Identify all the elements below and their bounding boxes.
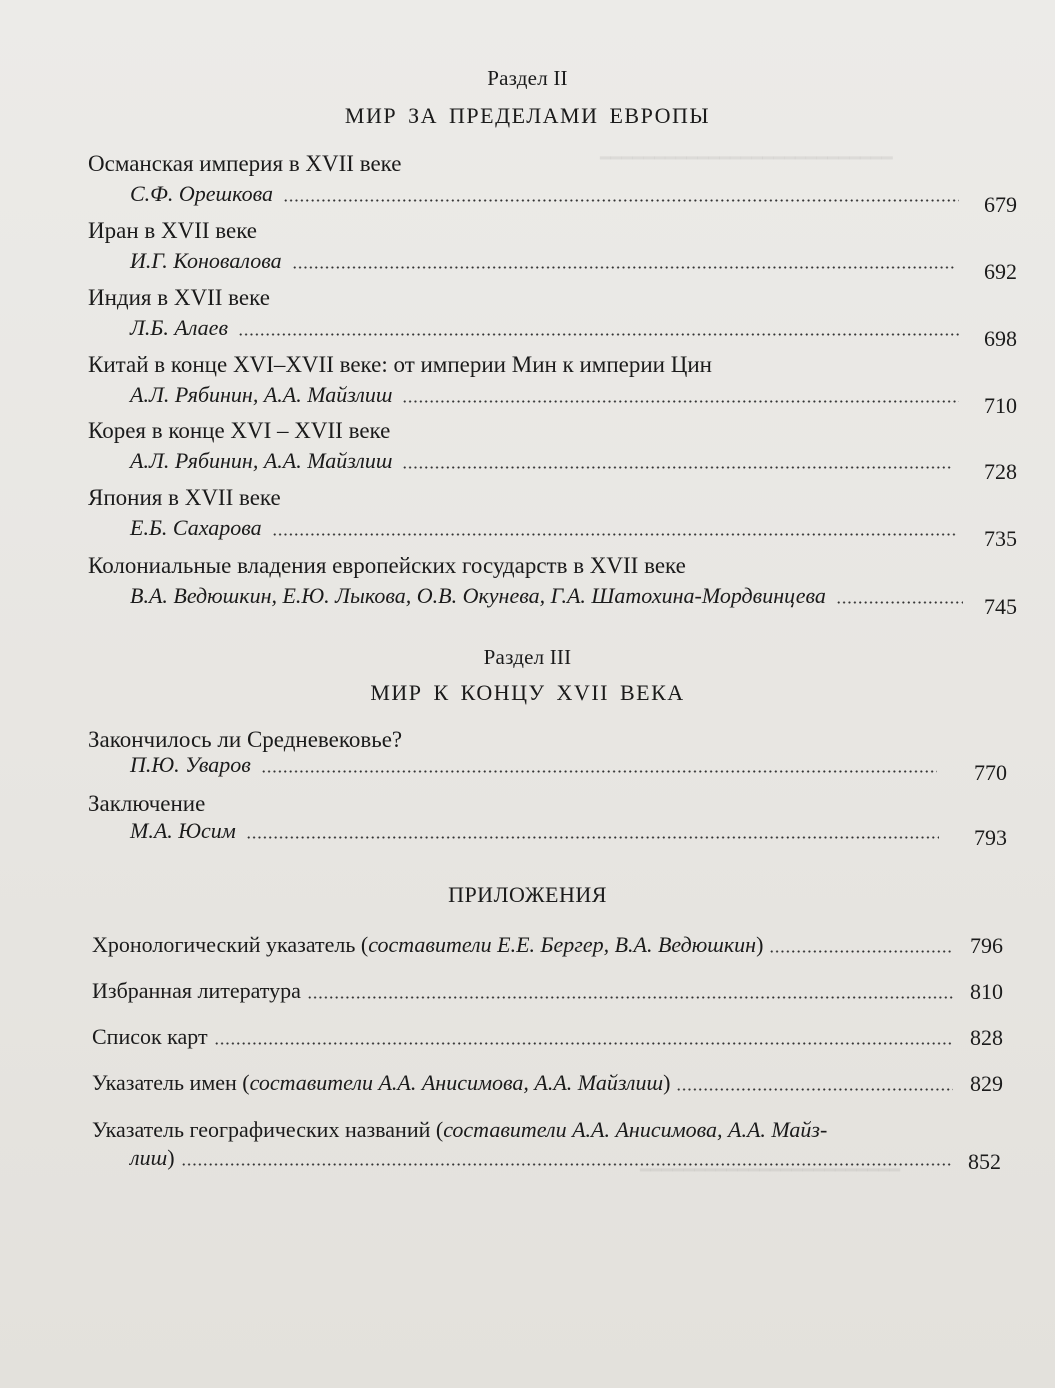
section-3-label: Раздел III — [483, 645, 572, 669]
leader-dots — [181, 1163, 951, 1166]
toc-entry-author-row — [130, 515, 1017, 551]
bleed-through: ━━━━━━━━━━━━━━━━━━━━━━━━━━━ — [600, 148, 893, 168]
leader-dots — [292, 266, 955, 269]
appendix-entry-page[interactable]: 829 — [970, 1071, 1003, 1096]
toc-entry-author: В.А. Ведюшкин, Е.Ю. Лыкова, О.В. Окунева, Г.А. Шатохина-Мордвинцева — [130, 583, 826, 608]
toc-entry-title[interactable]: Иран в XVII веке — [88, 218, 258, 243]
toc-entry-page[interactable]: 710 — [984, 393, 1017, 418]
leader-dots — [769, 950, 953, 953]
appendix-entry-text — [130, 1145, 175, 1171]
toc-entry-title[interactable]: Китай в конце XVI–XVII веке: от империи Мин к империи Цин — [88, 352, 712, 377]
leader-dots — [272, 533, 957, 536]
appendix-entry-label: Указатель географических названий ( — [92, 1117, 444, 1142]
toc-entry-page[interactable]: 698 — [984, 326, 1017, 351]
appendix-entry-compilers: составители Е.Е. Бергер, В.А. Ведюшкин — [368, 932, 757, 957]
leader-dots — [283, 199, 959, 202]
toc-entry-author-row — [130, 315, 1017, 351]
appendix-entry-label: Указатель имен ( — [92, 1070, 250, 1095]
leader-dots — [238, 333, 959, 336]
toc-entry-page[interactable]: 679 — [984, 192, 1017, 217]
toc-entry-title[interactable]: Япония в XVII веке — [88, 485, 281, 510]
leader-dots — [402, 466, 951, 469]
section-2-label: Раздел II — [487, 66, 568, 90]
appendix-entry-label: Хронологический указатель ( — [92, 932, 369, 957]
toc-entry-page[interactable]: 745 — [984, 594, 1017, 619]
leader-dots — [214, 1042, 953, 1045]
leader-dots — [836, 601, 963, 604]
toc-entry-title[interactable]: Колониальные владения европейских государств в XVII веке — [88, 553, 686, 578]
appendix-entry-closing: ) — [167, 1145, 175, 1170]
toc-entry-title[interactable]: Закончилось ли Средневековье? — [88, 727, 403, 752]
toc-entry-author-row — [130, 818, 1017, 848]
toc-entry-author-row — [130, 583, 1017, 619]
section-3-title: МИР К КОНЦУ XVII ВЕКА — [370, 680, 685, 705]
appendix-entry[interactable] — [92, 1070, 1015, 1100]
toc-entry-author: А.Л. Рябинин, А.А. Майзлиш — [130, 382, 393, 407]
appendix-entry-closing: ) — [663, 1070, 671, 1095]
section-2-title: МИР ЗА ПРЕДЕЛАМИ ЕВРОПЫ — [344, 103, 711, 128]
appendix-entry-label: Избранная литература — [92, 978, 301, 1003]
appendix-entry-compilers: составители А.А. Анисимова, А.А. Майзлиш — [249, 1070, 664, 1095]
toc-entry-author: И.Г. Коновалова — [130, 248, 282, 273]
toc-entry-page[interactable]: 793 — [974, 825, 1007, 850]
toc-entry-page[interactable]: 728 — [984, 459, 1017, 484]
toc-entry-author: Л.Б. Алаев — [130, 315, 228, 340]
leader-dots — [261, 770, 937, 773]
appendix-entry-page[interactable]: 796 — [970, 933, 1003, 958]
leader-dots — [676, 1088, 953, 1091]
toc-entry-author: С.Ф. Орешкова — [130, 181, 273, 206]
appendix-entry-compilers: составители А.А. Анисимова, А.А. Майз- — [443, 1117, 828, 1142]
toc-entry-page[interactable]: 770 — [974, 760, 1007, 785]
appendix-entry-page[interactable]: 852 — [968, 1149, 1001, 1174]
toc-entry-author: М.А. Юсим — [130, 818, 236, 843]
appendix-entry[interactable] — [92, 1117, 1015, 1147]
bleed-through: ━━━━━━━━━━━━━━━━━━━━━━━━ — [640, 1160, 901, 1180]
toc-entry-author: П.Ю. Уваров — [130, 752, 251, 777]
leader-dots — [246, 836, 939, 839]
appendix-entry-label: Список карт — [92, 1024, 208, 1049]
toc-entry-title[interactable]: Индия в XVII веке — [88, 285, 270, 310]
leader-dots — [307, 996, 953, 999]
toc-entry-author: А.Л. Рябинин, А.А. Майзлиш — [130, 448, 393, 473]
toc-entry-page[interactable]: 692 — [984, 259, 1017, 284]
appendix-title: ПРИЛОЖЕНИЯ — [448, 882, 607, 907]
toc-entry-page[interactable]: 735 — [984, 526, 1017, 551]
toc-entry-author-row — [130, 448, 1017, 484]
toc-entry-title[interactable]: Заключение — [88, 791, 206, 816]
toc-entry-title[interactable]: Корея в конце XVI – XVII веке — [88, 418, 391, 443]
appendix-entry[interactable] — [92, 978, 1015, 1008]
appendix-entry-page[interactable]: 810 — [970, 979, 1003, 1004]
appendix-entry-text — [92, 1117, 827, 1143]
toc-entry-title[interactable]: Османская империя в XVII веке — [88, 151, 402, 176]
toc-entry-author-row — [130, 382, 1017, 418]
toc-entry-author-row — [130, 752, 1017, 785]
toc-entry-author-row — [130, 248, 1017, 284]
appendix-entry-page[interactable]: 828 — [970, 1025, 1003, 1050]
appendix-entry-closing: ) — [756, 932, 764, 957]
leader-dots — [402, 400, 959, 403]
appendix-entry-compilers-cont: лиш — [130, 1145, 168, 1170]
appendix-entry-text — [92, 932, 763, 958]
appendix-entry-continuation[interactable] — [130, 1145, 1015, 1175]
appendix-entry[interactable] — [92, 1024, 1015, 1054]
appendix-entry[interactable] — [92, 932, 1015, 962]
toc-entry-author: Е.Б. Сахарова — [130, 515, 262, 540]
toc-entry-author-row — [130, 181, 1017, 217]
appendix-entry-text — [92, 1070, 670, 1096]
